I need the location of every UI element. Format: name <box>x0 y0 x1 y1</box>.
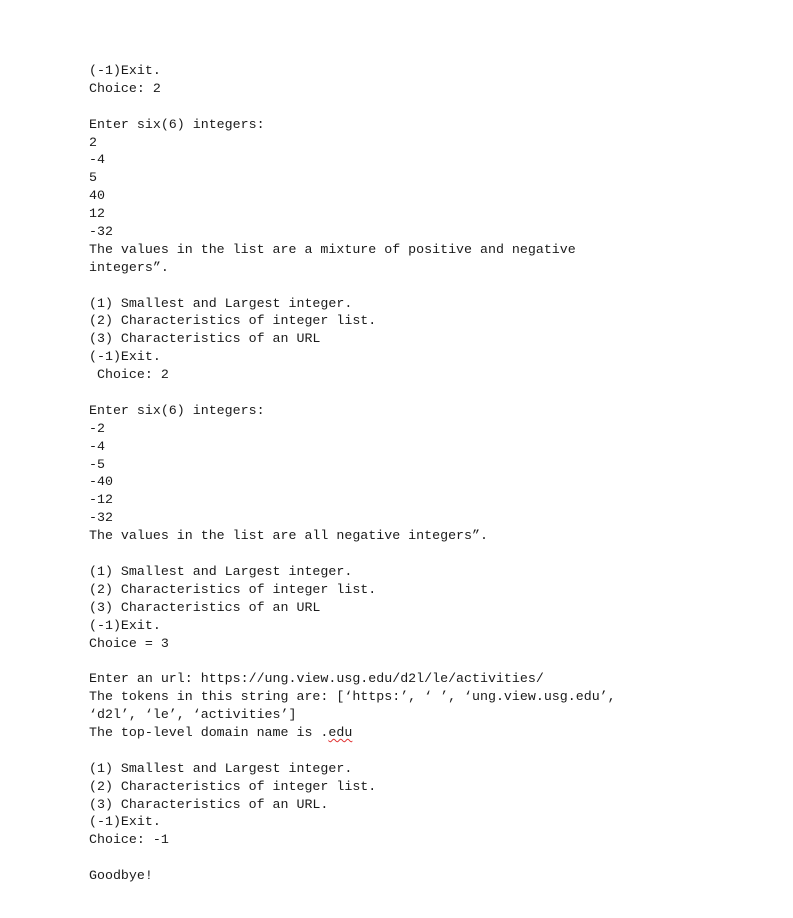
blank-line <box>89 652 769 670</box>
url-prompt: Enter an url: https://ung.view.usg.edu/d2l/le/activities/ <box>89 671 544 687</box>
console-transcript <box>89 62 769 885</box>
exit-option: (-1)Exit. <box>89 349 161 365</box>
integer-input: 12 <box>89 206 105 222</box>
integer-input: -32 <box>89 510 113 526</box>
goodbye-message: Goodbye! <box>89 868 153 884</box>
blank-line <box>89 277 769 295</box>
blank-line <box>89 742 769 760</box>
integers-prompt: Enter six(6) integers: <box>89 116 265 132</box>
blank-line <box>89 384 769 402</box>
menu-item-integer-list: (2) Characteristics of integer list. <box>89 778 377 794</box>
integer-input: 40 <box>89 188 105 204</box>
menu-item-integer-list: (2) Characteristics of integer list. <box>89 313 377 329</box>
choice-line: Choice: 2 <box>89 80 161 96</box>
menu-item-url: (3) Characteristics of an URL. <box>89 796 329 812</box>
tld-value: edu <box>328 724 353 740</box>
integer-input: 5 <box>89 170 97 186</box>
integers-prompt: Enter six(6) integers: <box>89 402 265 418</box>
result-line: integers”. <box>89 259 169 275</box>
integer-input: -2 <box>89 420 105 436</box>
exit-option: (-1)Exit. <box>89 63 161 78</box>
result-line: The values in the list are all negative integers”. <box>89 528 488 544</box>
integer-input: -4 <box>89 438 105 454</box>
exit-option: (-1)Exit. <box>89 814 161 830</box>
integer-input: -32 <box>89 224 113 240</box>
menu-item-smallest-largest: (1) Smallest and Largest integer. <box>89 295 353 311</box>
tld-line <box>89 724 769 742</box>
choice-line: Choice = 3 <box>89 635 169 651</box>
menu-item-smallest-largest: (1) Smallest and Largest integer. <box>89 760 353 776</box>
menu-item-integer-list: (2) Characteristics of integer list. <box>89 581 377 597</box>
integer-input: -5 <box>89 456 105 472</box>
integer-input: -40 <box>89 474 113 490</box>
menu-item-smallest-largest: (1) Smallest and Largest integer. <box>89 563 353 579</box>
integer-input: -12 <box>89 492 113 508</box>
integer-input: 2 <box>89 134 97 150</box>
tokens-line: ‘d2l’, ‘le’, ‘activities’] <box>89 707 297 723</box>
blank-line <box>89 849 769 867</box>
menu-item-url: (3) Characteristics of an URL <box>89 599 321 615</box>
exit-option: (-1)Exit. <box>89 617 161 633</box>
choice-line: Choice: -1 <box>89 832 169 848</box>
menu-item-url: (3) Characteristics of an URL <box>89 331 321 347</box>
blank-line <box>89 545 769 563</box>
tokens-line: The tokens in this string are: [‘https:’, ‘ ’, ‘ung.view.usg.edu’, <box>89 689 616 705</box>
tld-prefix: The top-level domain name is . <box>89 724 329 740</box>
choice-line: Choice: 2 <box>89 367 169 383</box>
result-line: The values in the list are a mixture of positive and negative <box>89 241 576 257</box>
integer-input: -4 <box>89 152 105 168</box>
blank-line <box>89 98 769 116</box>
